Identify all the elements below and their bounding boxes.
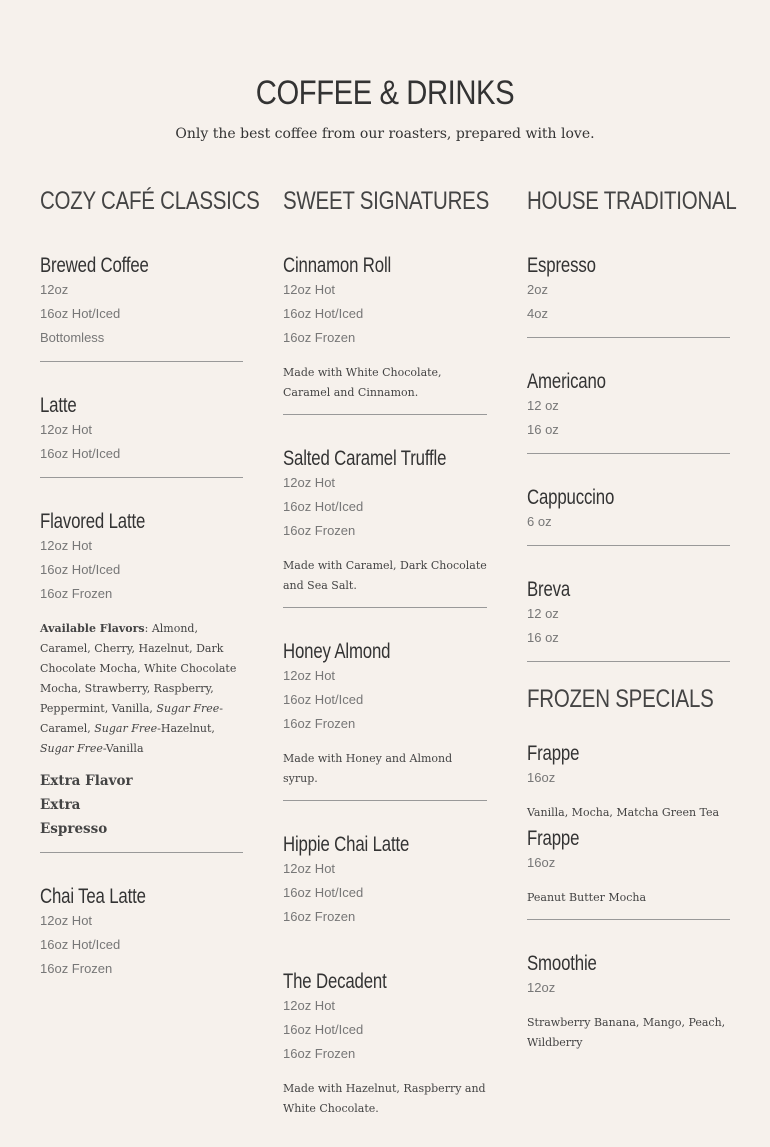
item-size: Bottomless <box>40 330 105 345</box>
extra-option: Extra <box>40 797 81 813</box>
menu-item <box>283 970 487 1119</box>
item-size: 16oz <box>527 855 556 870</box>
flavors-text: -Caramel, <box>40 702 224 735</box>
item-description: Strawberry Banana, Mango, Peach, Wildberry <box>527 1016 726 1049</box>
divider <box>283 607 487 608</box>
item-name: The Decadent <box>283 970 387 993</box>
item-size: 2oz <box>527 282 548 297</box>
menu-item <box>527 742 730 823</box>
item-size: 12oz Hot <box>283 475 336 490</box>
item-size: 16oz Frozen <box>283 909 356 924</box>
menu-item <box>283 640 487 789</box>
menu-item <box>40 254 243 350</box>
item-size: 16oz Frozen <box>283 523 356 538</box>
item-description: Made with Hazelnut, Raspberry and White Chocolate. <box>283 1082 486 1115</box>
item-name: Frappe <box>527 742 580 765</box>
divider <box>527 919 730 920</box>
item-name: Cappuccino <box>527 486 615 509</box>
flavors-text: -Hazelnut, <box>157 722 215 735</box>
item-size: 12oz <box>527 980 556 995</box>
divider <box>527 453 730 454</box>
item-name: Salted Caramel Truffle <box>283 447 447 470</box>
menu-item <box>527 254 730 326</box>
item-name: Latte <box>40 394 77 417</box>
menu-column-1 <box>40 184 260 981</box>
page-subtitle: Only the best coffee from our roasters, prepared with love. <box>175 126 595 142</box>
item-name: Flavored Latte <box>40 510 146 533</box>
flavors-description <box>40 619 243 759</box>
page-title: COFFEE & DRINKS <box>255 74 515 112</box>
item-size: 16oz Frozen <box>283 716 356 731</box>
item-size: 6 oz <box>527 514 552 529</box>
sugar-free-label: Sugar Free <box>40 742 103 755</box>
item-name: Chai Tea Latte <box>40 885 146 908</box>
item-size: 12oz Hot <box>283 861 336 876</box>
sugar-free-label: Sugar Free <box>94 722 158 735</box>
item-size: 16oz Hot/Iced <box>283 499 364 514</box>
item-size: 12oz Hot <box>40 538 93 553</box>
item-size: 16oz Hot/Iced <box>283 306 364 321</box>
divider <box>527 337 730 338</box>
item-name: Brewed Coffee <box>40 254 149 277</box>
item-name: Cinnamon Roll <box>283 254 392 277</box>
menu-item <box>527 578 730 650</box>
menu-item <box>527 486 730 534</box>
section-title: COZY CAFÉ CLASSICS <box>40 187 260 215</box>
item-description: Made with Honey and Almond syrup. <box>283 752 453 785</box>
item-size: 12oz Hot <box>283 282 336 297</box>
item-size: 12oz Hot <box>283 998 336 1013</box>
item-size: 16oz Hot/Iced <box>40 306 121 321</box>
menu-column-3 <box>527 184 737 1053</box>
item-name: Breva <box>527 578 571 601</box>
divider <box>283 414 487 415</box>
menu-item <box>40 510 243 841</box>
section-title: SWEET SIGNATURES <box>283 187 490 215</box>
item-name: Honey Almond <box>283 640 391 663</box>
item-description: Vanilla, Mocha, Matcha Green Tea <box>527 806 720 819</box>
sugar-free-label: Sugar Free <box>156 702 220 715</box>
item-size: 16oz Frozen <box>40 586 113 601</box>
divider <box>527 661 730 662</box>
item-size: 12 oz <box>527 398 559 413</box>
item-size: 16oz Hot/Iced <box>283 885 364 900</box>
item-size: 16 oz <box>527 630 559 645</box>
item-description: Peanut Butter Mocha <box>527 891 647 904</box>
item-name: Hippie Chai Latte <box>283 833 410 856</box>
item-size: 12oz Hot <box>283 668 336 683</box>
item-size: 12oz <box>40 282 69 297</box>
divider <box>283 800 487 801</box>
item-size: 12oz Hot <box>40 913 93 928</box>
extra-option: Extra Flavor <box>40 773 133 789</box>
menu-item <box>283 254 487 403</box>
flavors-label: Available Flavors <box>40 622 145 635</box>
divider <box>40 852 243 853</box>
section-title: HOUSE TRADITIONAL <box>527 187 737 215</box>
item-size: 16oz Hot/Iced <box>40 446 121 461</box>
menu-item <box>40 885 243 981</box>
item-size: 16 oz <box>527 422 559 437</box>
item-size: 4oz <box>527 306 548 321</box>
menu-item <box>283 833 487 929</box>
item-size: 16oz Frozen <box>283 1046 356 1061</box>
divider <box>527 545 730 546</box>
item-description: Made with Caramel, Dark Chocolate and Sea Salt. <box>283 559 487 592</box>
flavors-text: -Vanilla <box>102 742 144 755</box>
divider <box>40 477 243 478</box>
menu-item <box>527 370 730 442</box>
item-name: Espresso <box>527 254 596 277</box>
item-name: Frappe <box>527 827 580 850</box>
menu-item <box>283 447 487 596</box>
item-size: 16oz Frozen <box>283 330 356 345</box>
section-title: FROZEN SPECIALS <box>527 685 714 713</box>
item-description: Made with White Chocolate, Caramel and Cinnamon. <box>283 366 442 399</box>
item-name: Smoothie <box>527 952 597 975</box>
item-size: 16oz Hot/Iced <box>283 692 364 707</box>
item-size: 16oz Hot/Iced <box>40 937 121 952</box>
menu-item <box>527 952 730 1053</box>
item-size: 16oz Hot/Iced <box>283 1022 364 1037</box>
flavors-text: : Almond, Caramel, Cherry, Hazelnut, Dark Chocolate Mocha, White Chocolate Mocha, Strawberry, Raspberry, Peppermint, Vanilla, <box>40 622 237 715</box>
item-name: Americano <box>527 370 606 393</box>
item-size: 12oz Hot <box>40 422 93 437</box>
menu-item <box>527 827 730 908</box>
item-size: 16oz Frozen <box>40 961 113 976</box>
menu-column-2 <box>283 184 490 1119</box>
divider <box>40 361 243 362</box>
menu-item <box>40 394 243 466</box>
item-size: 16oz Hot/Iced <box>40 562 121 577</box>
extra-option: Espresso <box>40 821 108 837</box>
item-size: 16oz <box>527 770 556 785</box>
item-size: 12 oz <box>527 606 559 621</box>
